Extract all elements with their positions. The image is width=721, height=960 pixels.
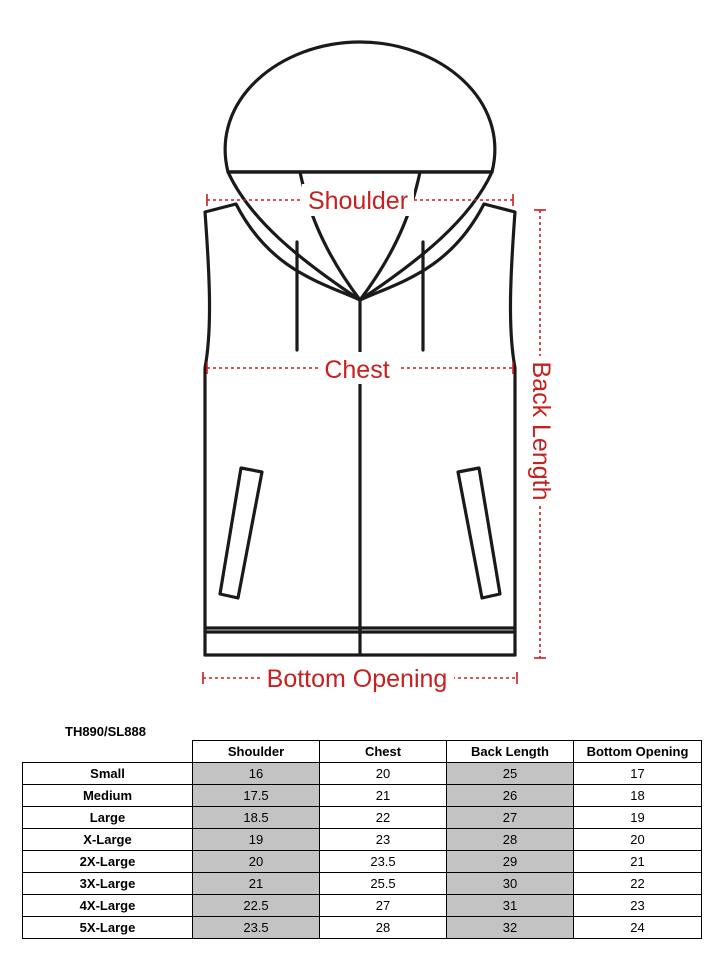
size-cell: 2X-Large [23, 851, 193, 873]
chest-measure [207, 352, 513, 384]
value-cell: 17.5 [193, 785, 320, 807]
value-cell: 26 [447, 785, 574, 807]
table-header-row [23, 741, 702, 763]
size-cell: 4X-Large [23, 895, 193, 917]
size-cell: Large [23, 807, 193, 829]
table-row [23, 763, 702, 785]
value-cell: 17 [574, 763, 702, 785]
header-corner [23, 741, 193, 763]
hood [225, 42, 495, 300]
right-pocket [458, 468, 500, 598]
size-cell: 5X-Large [23, 917, 193, 939]
table-row [23, 851, 702, 873]
value-cell: 29 [447, 851, 574, 873]
value-cell: 20 [574, 829, 702, 851]
value-cell: 18.5 [193, 807, 320, 829]
table-row [23, 785, 702, 807]
value-cell: 23 [574, 895, 702, 917]
table-row [23, 873, 702, 895]
value-cell: 16 [193, 763, 320, 785]
bottom-opening-measure [203, 662, 517, 694]
header-chest: Chest [320, 741, 447, 763]
value-cell: 21 [193, 873, 320, 895]
bottom-opening-label: Bottom Opening [266, 665, 448, 693]
value-cell: 25.5 [320, 873, 447, 895]
value-cell: 25 [447, 763, 574, 785]
value-cell: 30 [447, 873, 574, 895]
header-bottom-opening: Bottom Opening [574, 741, 702, 763]
size-cell: Medium [23, 785, 193, 807]
value-cell: 22 [320, 807, 447, 829]
value-cell: 22.5 [193, 895, 320, 917]
size-chart-table [22, 740, 702, 939]
value-cell: 27 [320, 895, 447, 917]
chest-label: Chest [324, 356, 390, 384]
table-row [23, 829, 702, 851]
value-cell: 18 [574, 785, 702, 807]
value-cell: 19 [574, 807, 702, 829]
value-cell: 28 [320, 917, 447, 939]
value-cell: 23.5 [193, 917, 320, 939]
value-cell: 27 [447, 807, 574, 829]
size-cell: X-Large [23, 829, 193, 851]
value-cell: 21 [320, 785, 447, 807]
value-cell: 21 [574, 851, 702, 873]
shoulder-label: Shoulder [307, 187, 409, 215]
value-cell: 23.5 [320, 851, 447, 873]
table-row [23, 917, 702, 939]
value-cell: 20 [193, 851, 320, 873]
value-cell: 23 [320, 829, 447, 851]
size-cell: 3X-Large [23, 873, 193, 895]
back-length-label: Back Length [527, 361, 555, 501]
value-cell: 24 [574, 917, 702, 939]
value-cell: 19 [193, 829, 320, 851]
value-cell: 22 [574, 873, 702, 895]
product-code: TH890/SL888 [65, 724, 146, 739]
left-pocket [220, 468, 262, 598]
value-cell: 28 [447, 829, 574, 851]
table-row [23, 895, 702, 917]
header-back-length: Back Length [447, 741, 574, 763]
value-cell: 20 [320, 763, 447, 785]
back-length-measure [526, 210, 556, 658]
header-shoulder: Shoulder [193, 741, 320, 763]
value-cell: 32 [447, 917, 574, 939]
value-cell: 31 [447, 895, 574, 917]
size-cell: Small [23, 763, 193, 785]
table-row [23, 807, 702, 829]
